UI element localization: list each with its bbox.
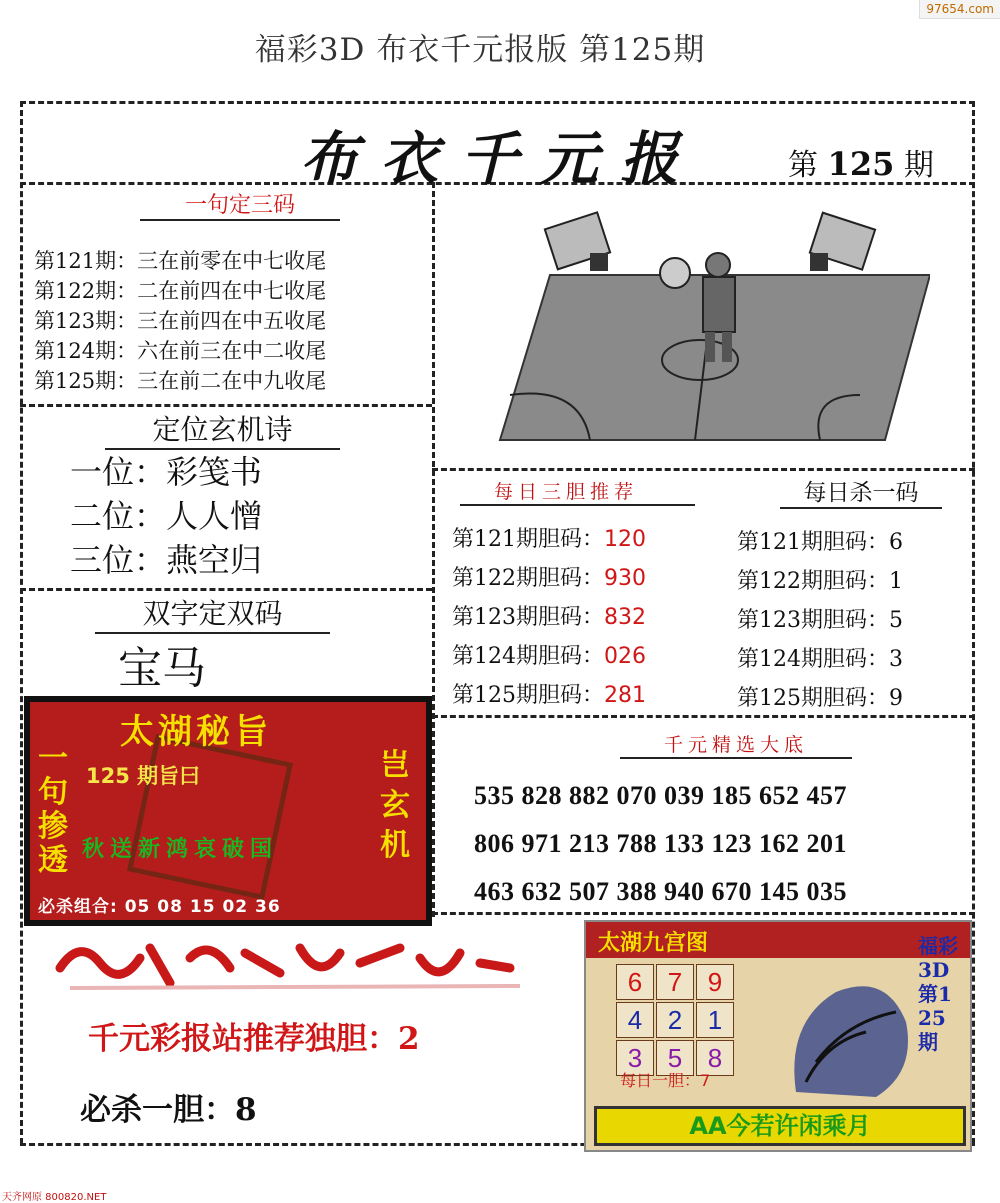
list-item: [452, 676, 646, 715]
divider-right-1: [432, 468, 975, 471]
masthead-title: 布衣千元报: [300, 125, 701, 193]
row-label: 第123期胆码：: [452, 605, 604, 630]
grid-cell: 5: [656, 1040, 694, 1076]
yiju-title: 一句定三码: [140, 188, 340, 221]
divider-center: [432, 182, 435, 917]
list-item: 463 632 507 388 940 670 145 035: [474, 877, 847, 906]
grid-cell: 9: [696, 964, 734, 1000]
issue-prefix: 第: [788, 148, 818, 183]
grid-cell: 1: [696, 1002, 734, 1038]
recommend-line: 千元彩报站推荐独胆：2: [88, 1021, 420, 1057]
daily-kill-title: 每日杀一码: [780, 474, 942, 509]
row-value: 120: [604, 527, 646, 552]
list-item: 第124期：六在前三在中二收尾: [34, 339, 327, 363]
row-value: 930: [604, 566, 646, 591]
qianyuan-list: [474, 772, 847, 916]
nine-palace-poster: [584, 920, 972, 1152]
shuangzi-title: 双字定双码: [95, 592, 330, 634]
list-item: 第122期：二在前四在中七收尾: [34, 279, 327, 303]
poster-title: 太湖秘旨: [120, 712, 272, 752]
grid-cell: 4: [616, 1002, 654, 1038]
list-item: [452, 598, 646, 637]
list-item: 535 828 882 070 039 185 652 457: [474, 781, 847, 810]
issue-number: 125: [827, 145, 895, 183]
row-value: 281: [604, 683, 646, 708]
poster-issue-line: 125 期旨曰: [86, 764, 201, 788]
list-item: [452, 637, 646, 676]
poem-list: [70, 450, 262, 582]
list-item: 三位：燕空归: [70, 541, 263, 579]
frame-right: [972, 101, 975, 1144]
frame-left: [20, 101, 23, 1144]
list-item: 二位：人人憎: [70, 497, 263, 535]
grid-cell: 6: [616, 964, 654, 1000]
page-title: 福彩3D 布衣千元报版 第125期: [254, 32, 706, 68]
row-label: 第124期胆码：: [452, 644, 604, 669]
row-label: 第121期胆码：: [452, 527, 604, 552]
row-label: 第122期胆码：: [452, 566, 604, 591]
daily-three-title: 每日三胆推荐: [460, 477, 695, 506]
grid-cell: 7: [656, 964, 694, 1000]
calligraphy-banner: [40, 928, 570, 998]
nine-palace-title: 太湖九宫图: [598, 931, 709, 956]
basketball-court-illustration: [490, 195, 930, 460]
grid-cell: 3: [616, 1040, 654, 1076]
row-value: 026: [604, 644, 646, 669]
poster-stamp: [127, 734, 293, 900]
poster-left-vertical: 一句掺透: [38, 741, 68, 878]
list-item: 一位：彩笺书: [70, 453, 263, 491]
list-item: 第121期：三在前零在中七收尾: [34, 249, 327, 273]
list-item: [452, 520, 646, 559]
nine-palace-daily-one: 每日一胆：7: [620, 1071, 711, 1090]
list-item: 第124期胆码：3: [737, 647, 903, 672]
list-item: 第121期胆码：6: [737, 530, 903, 555]
list-item: 806 971 213 788 133 123 162 201: [474, 829, 847, 858]
list-item: 第123期胆码：5: [737, 608, 903, 633]
nine-palace-grid: [616, 964, 734, 1076]
poster-right-vertical: 岂玄机: [380, 748, 410, 863]
poster-center-line: 秋送新鸿哀破国: [82, 837, 279, 862]
divider-left-1: [20, 404, 432, 407]
qianyuan-title: 千元精选大底: [620, 730, 852, 759]
daily-three-list: [452, 520, 646, 715]
divider-left-2: [20, 588, 432, 591]
grid-cell: 8: [696, 1040, 734, 1076]
grid-cell: 2: [656, 1002, 694, 1038]
nine-palace-side-text: 福彩3D第125期: [918, 934, 958, 1054]
masthead-issue: [788, 140, 934, 184]
issue-suffix: 期: [903, 148, 934, 183]
list-item: 第125期胆码：9: [737, 686, 903, 711]
list-item: 第123期：三在前四在中五收尾: [34, 309, 327, 333]
site-tag[interactable]: 97654.com: [919, 0, 1000, 19]
shuangzi-value: 宝马: [118, 643, 206, 694]
row-label: 第125期胆码：: [452, 683, 604, 708]
poem-title: 定位玄机诗: [105, 408, 340, 450]
list-item: 第122期胆码：1: [737, 569, 903, 594]
ink-figure-illustration: [776, 962, 916, 1102]
daily-kill-list: [737, 523, 903, 718]
nine-palace-banner: AA今若许闲乘月: [594, 1106, 966, 1146]
poster-kill-combo: 必杀组合: 05 08 15 02 36: [38, 897, 281, 917]
kill-one-line: 必杀一胆：8: [80, 1092, 257, 1128]
footer-mark: 天齐网原 800820.NET: [2, 1192, 107, 1203]
frame-top: [20, 101, 975, 104]
list-item: 第125期：三在前二在中九收尾: [34, 369, 327, 393]
taihu-poster: [24, 696, 432, 926]
yiju-list: [34, 246, 326, 396]
row-value: 832: [604, 605, 646, 630]
list-item: [452, 559, 646, 598]
